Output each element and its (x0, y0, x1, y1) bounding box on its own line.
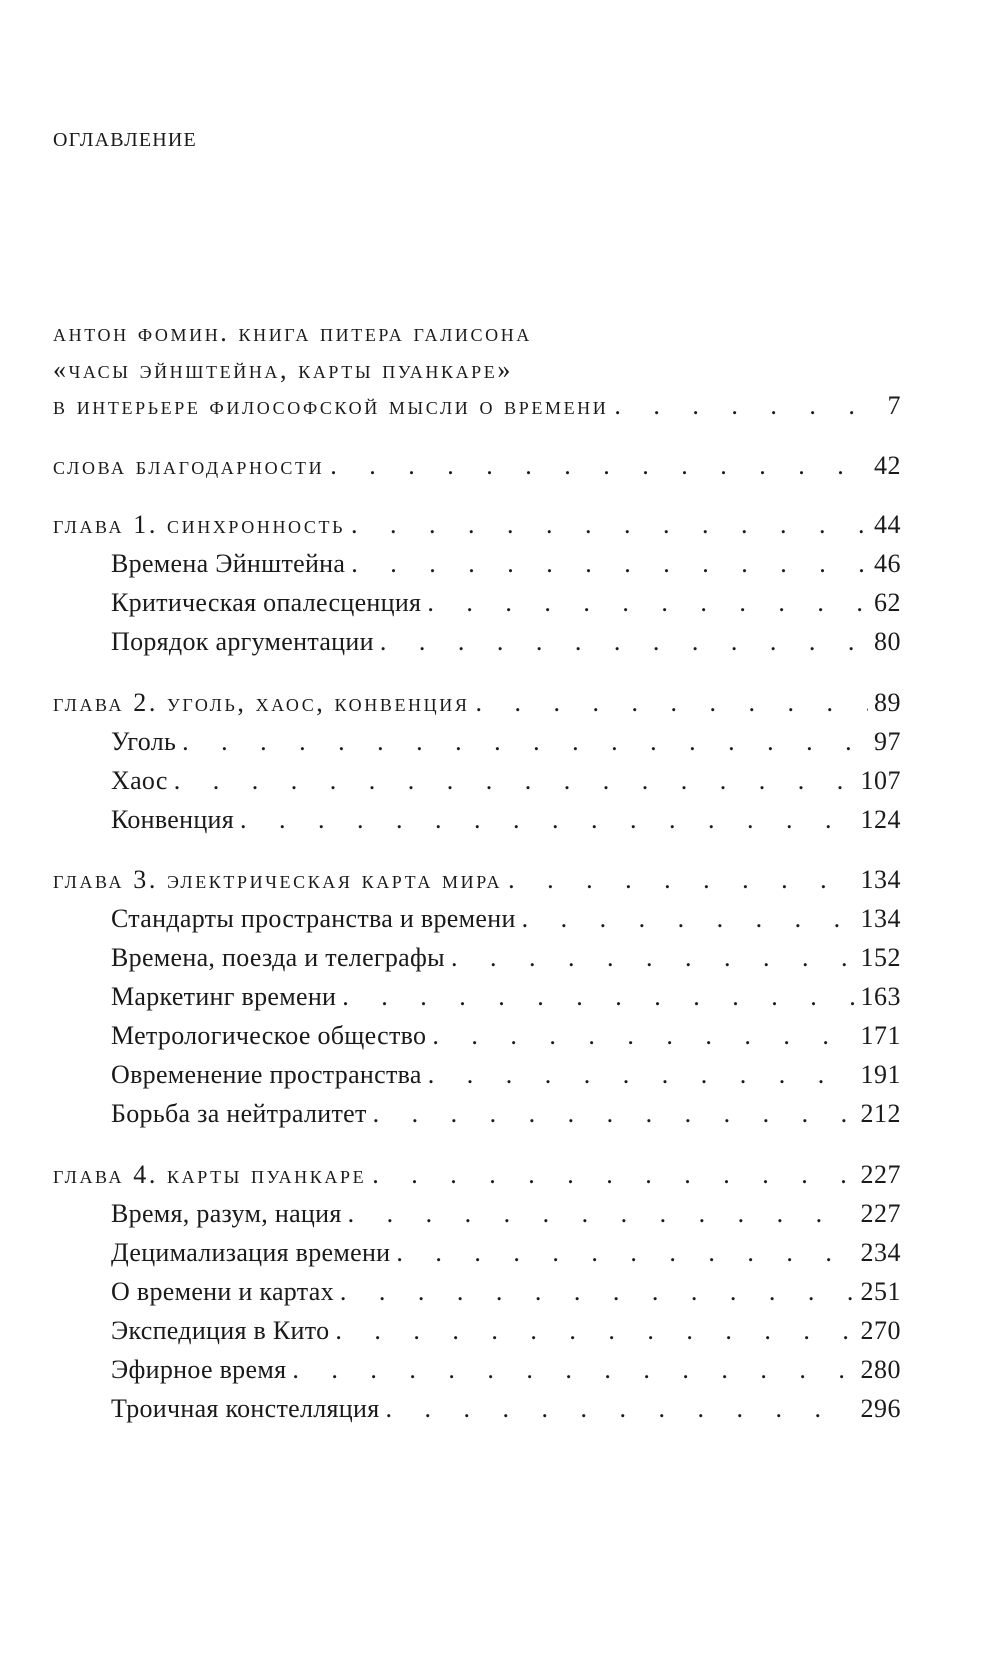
toc-entry-section[interactable] (111, 1199, 901, 1235)
toc-entry-chapter-1[interactable] (53, 510, 901, 546)
toc-entry-section[interactable] (111, 1238, 901, 1274)
dot-leader (330, 451, 868, 481)
section-label: Овременение пространства (111, 1060, 422, 1089)
section-label: Время, разум, нация (111, 1199, 342, 1228)
intro-line-3-label: в интерьере философской мысли о времени (53, 391, 609, 420)
section-label: Маркетинг времени (111, 982, 337, 1011)
page-number: 280 (860, 1355, 901, 1384)
toc-entry-intro[interactable] (53, 391, 901, 427)
section-label: Децимализация времени (111, 1238, 391, 1267)
dot-leader (385, 1394, 854, 1424)
page-number: 251 (860, 1277, 901, 1306)
page-number: 46 (874, 549, 901, 578)
page-number: 227 (860, 1160, 901, 1189)
section-label: Эфирное время (111, 1355, 287, 1384)
dot-leader (240, 805, 854, 835)
dot-leader (348, 1199, 855, 1229)
toc-entry-section[interactable] (111, 1060, 901, 1096)
toc-entry-section[interactable] (111, 982, 901, 1018)
chapter-label: глава 3. электрическая карта мира (53, 865, 503, 894)
section-label: Борьба за нейтралитет (111, 1099, 367, 1128)
page-number: 97 (874, 727, 901, 756)
dot-leader (396, 1238, 854, 1268)
page-number: 270 (860, 1316, 901, 1345)
page-number: 227 (860, 1199, 901, 1228)
toc-entry-section[interactable] (111, 1099, 901, 1135)
page-number: 7 (887, 391, 901, 420)
toc-entry-chapter-3[interactable] (53, 865, 901, 901)
dot-leader (351, 549, 868, 579)
intro-line-2-label: «часы эйнштейна, карты пуанкаре» (53, 355, 513, 384)
section-label: Хаос (111, 766, 168, 795)
page-title: оглавление (53, 122, 197, 153)
toc-entry-chapter-2[interactable] (53, 688, 901, 724)
chapter-label: глава 2. уголь, хаос, конвенция (53, 688, 470, 717)
dot-leader (182, 727, 868, 757)
toc-entry-section[interactable] (111, 727, 901, 763)
page-number: 134 (860, 904, 901, 933)
page-number: 234 (860, 1238, 901, 1267)
page-number: 163 (860, 982, 901, 1011)
section-label: Экспедиция в Кито (111, 1316, 330, 1345)
toc-entry-section[interactable] (111, 1021, 901, 1057)
section-label: Конвенция (111, 805, 235, 834)
section-label: Порядок аргументации (111, 627, 374, 656)
toc-entry-section[interactable] (111, 766, 901, 802)
toc-entry-chapter-4[interactable] (53, 1160, 901, 1196)
toc-entry-section[interactable] (111, 1394, 901, 1430)
dot-leader (342, 982, 854, 1012)
dot-leader (614, 391, 881, 421)
dot-leader (380, 627, 868, 657)
section-label: Критическая опалесценция (111, 588, 422, 617)
dot-leader (427, 588, 868, 618)
dot-leader (508, 865, 854, 895)
intro-line-1-label: антон фомин. книга питера галисона (53, 318, 532, 347)
dot-leader (432, 1021, 854, 1051)
chapter-label: глава 4. карты пуанкаре (53, 1160, 367, 1189)
entry-label: слова благодарности (53, 451, 325, 480)
intro-line-2[interactable] (53, 355, 513, 391)
dot-leader (522, 904, 855, 934)
toc-entry-section[interactable] (111, 588, 901, 624)
toc-entry-section[interactable] (111, 904, 901, 940)
page-number: 212 (860, 1099, 901, 1128)
page-number: 107 (860, 766, 901, 795)
dot-leader (373, 1099, 855, 1129)
page-number: 80 (874, 627, 901, 656)
dot-leader (292, 1355, 854, 1385)
dot-leader (451, 943, 855, 973)
section-label: Метрологическое общество (111, 1021, 427, 1050)
dot-leader (351, 510, 868, 540)
page-number: 134 (860, 865, 901, 894)
section-label: Уголь (111, 727, 177, 756)
dot-leader (372, 1160, 854, 1190)
page-number: 296 (860, 1394, 901, 1423)
toc-entry-section[interactable] (111, 805, 901, 841)
dot-leader (475, 688, 868, 718)
section-label: Времена, поезда и телеграфы (111, 943, 445, 972)
toc-entry-section[interactable] (111, 1316, 901, 1352)
page-number: 191 (860, 1060, 901, 1089)
toc-entry-section[interactable] (111, 1355, 901, 1391)
page-number: 42 (874, 451, 901, 480)
chapter-label: глава 1. синхронность (53, 510, 346, 539)
page-number: 62 (874, 588, 901, 617)
page-number: 171 (860, 1021, 901, 1050)
dot-leader (340, 1277, 855, 1307)
dot-leader (174, 766, 855, 796)
toc-entry-section[interactable] (111, 943, 901, 979)
page-number: 152 (860, 943, 901, 972)
section-label: Стандарты пространства и времени (111, 904, 516, 933)
page-number: 124 (860, 805, 901, 834)
page-number: 44 (874, 510, 901, 539)
page-number: 89 (874, 688, 901, 717)
section-label: Троичная констелляция (111, 1394, 380, 1423)
toc-entry-section[interactable] (111, 1277, 901, 1313)
section-label: О времени и картах (111, 1277, 334, 1306)
dot-leader (428, 1060, 855, 1090)
section-label: Времена Эйнштейна (111, 549, 346, 578)
toc-entry-section[interactable] (111, 549, 901, 585)
intro-line-1[interactable] (53, 318, 532, 354)
toc-entry-acknowledgements[interactable] (53, 451, 901, 487)
dot-leader (335, 1316, 854, 1346)
toc-entry-section[interactable] (111, 627, 901, 663)
